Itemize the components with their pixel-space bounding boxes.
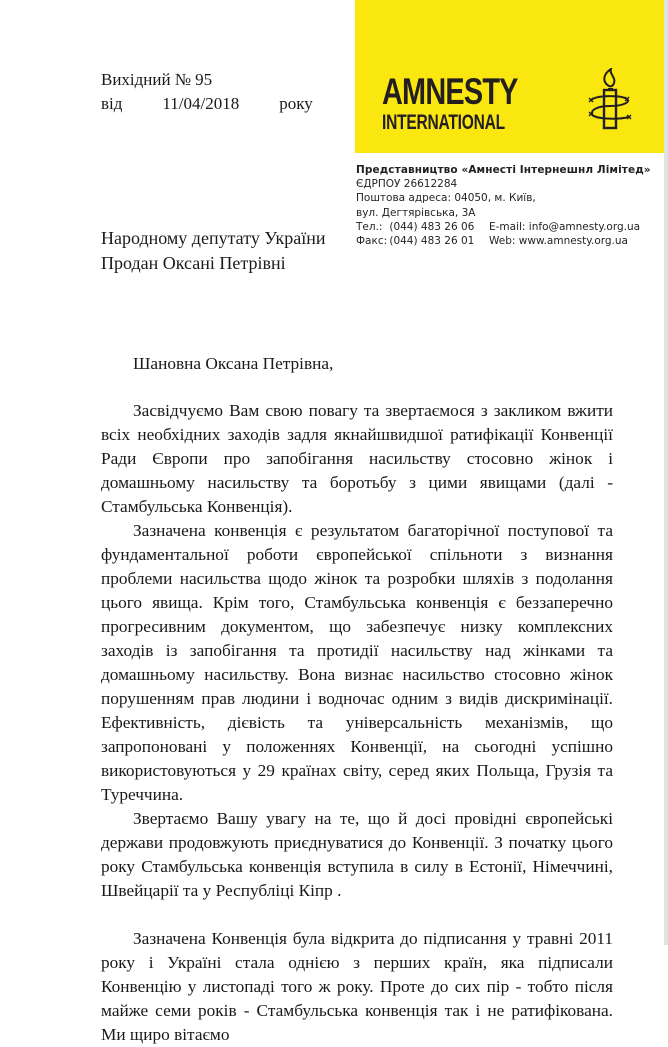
- outgoing-reference: [101, 68, 321, 116]
- outgoing-number-row: [101, 68, 321, 92]
- recipient-title: Народному депутату України: [101, 228, 326, 248]
- fax-number: (044) 483 26 01: [389, 235, 475, 248]
- paragraph: Зазначена Конвенція була відкрита до підписання у травні 2011 року і Україні стала однією з перших країн, яка підписали Конвенцію у листопаді того ж року. Проте до сих пір - тобто після майже семи років - Стамбульська конвенція так і не ратифікована. Ми щиро вітаємо: [101, 929, 613, 1044]
- paragraph: Звертаємо Вашу увагу на те, що й досі провідні європейські держави продовжують приєднуватися до Конвенції. З початку цього року Стамбульська конвенція вступила в силу в Естонії, Німеччині, Швейцарії та у Республіці Кіпр .: [101, 809, 613, 900]
- date-suffix: року: [279, 94, 313, 113]
- contact-row-fax: [356, 234, 661, 248]
- brand-header: [355, 0, 664, 153]
- letter-body: [101, 352, 613, 1047]
- fax-label: Факс:: [356, 235, 388, 248]
- outgoing-number: 95: [195, 70, 213, 89]
- paragraph: Засвідчуємо Вам свою повагу та звертаємося з закликом вжити всіх необхідних заходів задля якнайшвидшої ратифікації Конвенції Ради Європи про запобігання насильству стосовно жінок і домашньому насильству та боротьбу з цими явищами (далі - Стамбульська Конвенція).: [101, 401, 613, 516]
- phone-number: (044) 483 26 06: [389, 220, 475, 233]
- organization-address-line1: Поштова адреса: 04050, м. Київ,: [356, 192, 536, 205]
- brand-logo-text: [382, 73, 556, 133]
- organization-address-line2: вул. Дегтярівська, 3А: [356, 206, 476, 219]
- outgoing-date-row: [101, 92, 321, 116]
- outgoing-date: 11/04/2018: [162, 94, 240, 113]
- organization-details: [356, 163, 661, 248]
- phone-label: Тел.:: [356, 220, 383, 233]
- brand-name-line2: INTERNATIONAL: [382, 111, 505, 134]
- paragraph: Зазначена конвенція є результатом багаторічної поступової та фундаментальної роботи європейської спільноти з визнання проблеми насильства щодо жінок та розробки шляхів з подолання цього явища. Крім того, Стамбульська конвенція є беззаперечно прогресивним документом, що забезпечує низку комплексних заходів із запобігання та протидії насильству над жінками та домашньому насильству. Вона визнає насильство стосовно жінок порушенням прав людини і водночас одним з видів дискримінації. Ефективність, дієвість та універсальність механізмів, що запропоновані у положеннях Конвенції, на сьогодні успішно використовуються у 29 країнах світу, серед яких Польща, Грузія та Туреччина.: [101, 521, 613, 804]
- recipient-block: [101, 226, 326, 276]
- candle-barbed-wire-icon: [587, 68, 633, 130]
- email-link[interactable]: E-mail: info@amnesty.org.ua: [489, 220, 641, 233]
- salutation: Шановна Оксана Петрівна,: [133, 354, 334, 373]
- organization-edrpou: ЄДРПОУ 26612284: [356, 178, 458, 191]
- brand-name-line1: AMNESTY: [382, 71, 518, 112]
- recipient-name: Продан Оксані Петрівні: [101, 253, 286, 273]
- web-link[interactable]: Web: www.amnesty.org.ua: [489, 235, 628, 248]
- date-prefix: від: [101, 94, 123, 113]
- contact-row-phone: [356, 220, 661, 234]
- organization-title: Представництво «Амнесті Інтернешнл Лімітед»: [356, 164, 651, 176]
- outgoing-label: Вихідний №: [101, 70, 192, 89]
- scan-edge: [664, 0, 668, 945]
